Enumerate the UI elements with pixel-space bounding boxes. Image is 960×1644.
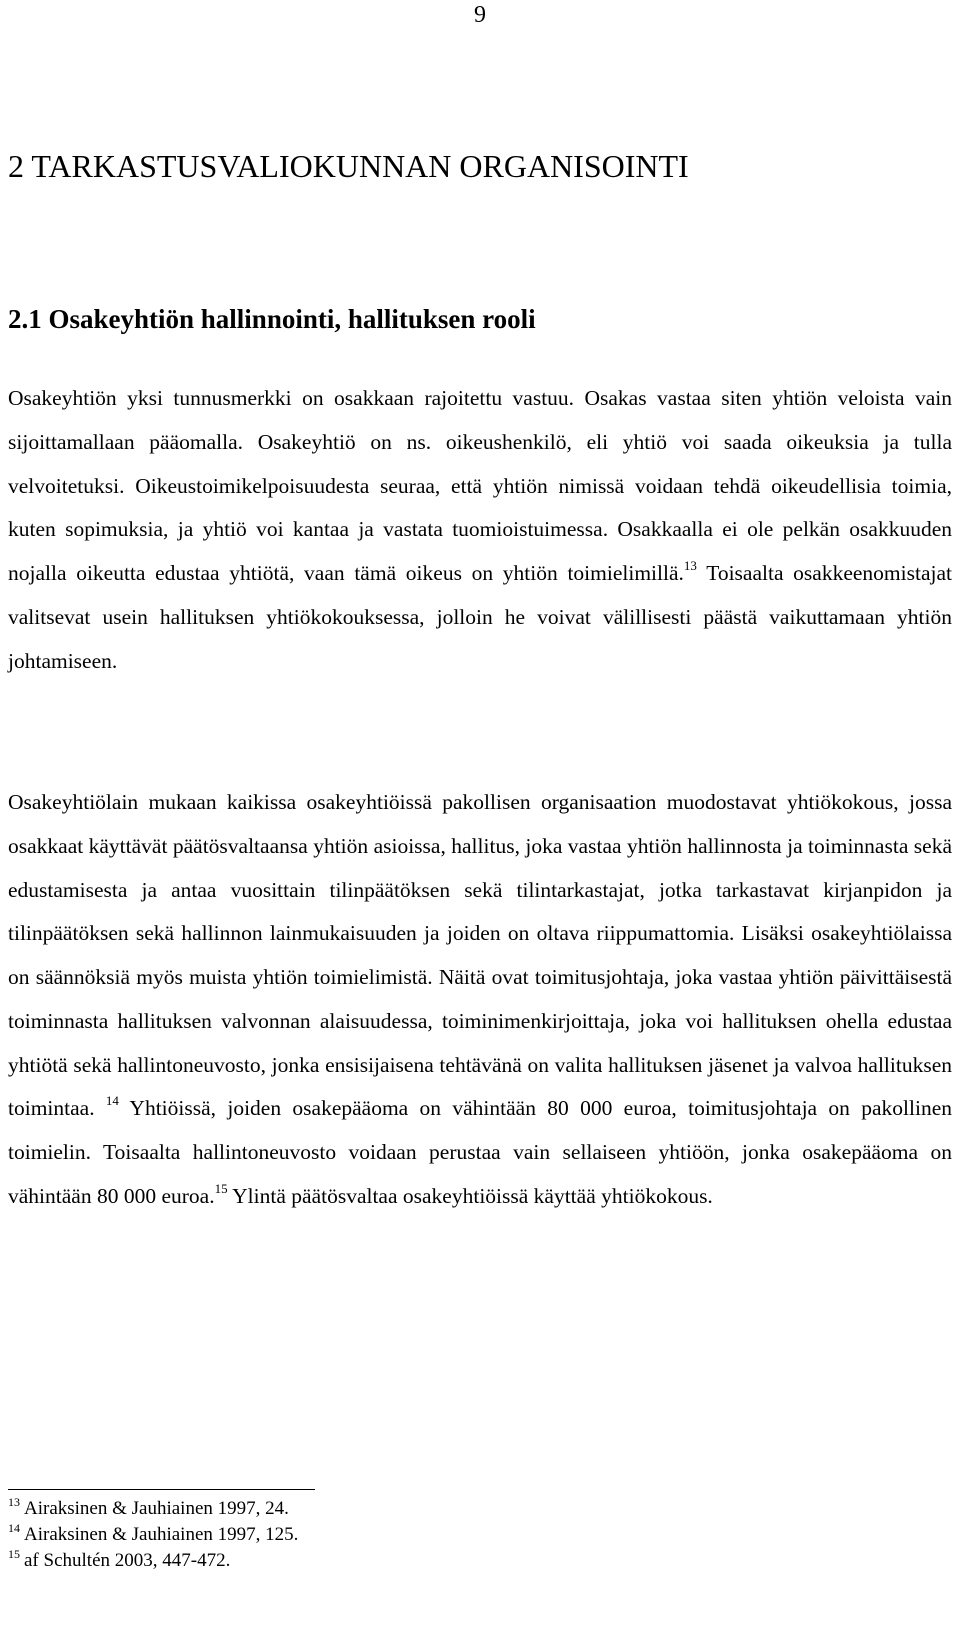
footnote-text: Airaksinen & Jauhiainen 1997, 125. xyxy=(24,1524,299,1545)
footnote-reference-15[interactable]: 15 xyxy=(214,1180,228,1196)
paragraph-text: Yhtiöissä, joiden osakepääoma on vähintään 80 000 euroa, toimitusjohtaja on pakollinen toimielin. Toisaalta hallintoneuvosto voidaan perustaa vain sellaiseen yhtiöön, jonka osakepääoma on vähintään 80 000 euroa. xyxy=(8,1096,952,1208)
paragraph-text: Toisaalta osakkeenomistajat valitsevat usein hallituksen yhtiökokouksessa, jolloin he voivat välillisesti päästä vaikuttamaan yhtiön johtamiseen. xyxy=(8,561,952,673)
footnote-item xyxy=(8,1496,298,1522)
chapter-heading: 2 TARKASTUSVALIOKUNNAN ORGANISOINTI xyxy=(8,148,689,184)
footnote-number: 13 xyxy=(8,1495,20,1509)
paragraph-text: Ylintä päätösvaltaa osakeyhtiöissä käyttää yhtiökokous. xyxy=(227,1183,713,1208)
footnote-reference-14[interactable]: 14 xyxy=(105,1093,119,1109)
footnote-item xyxy=(8,1522,298,1548)
page-number: 9 xyxy=(474,2,486,28)
footnote-divider xyxy=(8,1489,315,1490)
footnote-number: 15 xyxy=(8,1547,20,1561)
footnote-number: 14 xyxy=(8,1521,20,1535)
paragraph-text: Osakeyhtiölain mukaan kaikissa osakeyhtiöissä pakollisen organisaation muodostavat yhtiökokous, jossa osakkaat käyttävät päätösvaltaansa yhtiön asioissa, hallitus, joka vastaa yhtiön hallinnosta ja toiminnasta sekä edustamisesta ja antaa vuosittain tilinpäätöksen sekä tilintarkastajat, jotka tarkastavat kirjanpidon ja tilinpäätöksen sekä hallinnon lainmukaisuuden ja joiden on oltava riippumattomia. Lisäksi osakeyhtiölaissa on säännöksiä myös muista yhtiön toimielimistä. Näitä ovat toimitusjohtaja, joka vastaa yhtiön päivittäisestä toiminnasta hallituksen valvonnan alaisuudessa, toiminimenkirjoittaja, joka voi hallituksen ohella edustaa yhtiötä sekä hallintoneuvosto, jonka ensisijaisena tehtävänä on valita hallituksen jäsenet ja valvoa hallituksen toimintaa. xyxy=(8,790,952,1121)
footnote-item xyxy=(8,1548,298,1574)
section-heading: 2.1 Osakeyhtiön hallinnointi, hallituksen rooli xyxy=(8,304,536,334)
footnotes-list xyxy=(8,1496,298,1574)
footnote-text: af Schultén 2003, 447-472. xyxy=(24,1550,231,1571)
body-paragraph-2 xyxy=(8,781,952,1219)
footnote-text: Airaksinen & Jauhiainen 1997, 24. xyxy=(24,1498,289,1519)
body-paragraph-1 xyxy=(8,377,952,683)
paragraph-text: Osakeyhtiön yksi tunnusmerkki on osakkaan rajoitettu vastuu. Osakas vastaa siten yhtiön veloista vain sijoittamallaan pääomalla. Osakeyhtiö on ns. oikeushenkilö, eli yhtiö voi saada oikeuksia ja tulla velvoitetuksi. Oikeustoimikelpoisuudesta seuraa, että yhtiön nimissä voidaan tehdä oikeudellisia toimia, kuten sopimuksia, ja yhtiö voi kantaa ja vastata tuomioistuimessa. Osakkaalla ei ole pelkän osakkuuden nojalla oikeutta edustaa yhtiötä, vaan tämä oikeus on yhtiön toimielimillä. xyxy=(8,386,952,585)
footnote-reference-13[interactable]: 13 xyxy=(683,558,697,573)
